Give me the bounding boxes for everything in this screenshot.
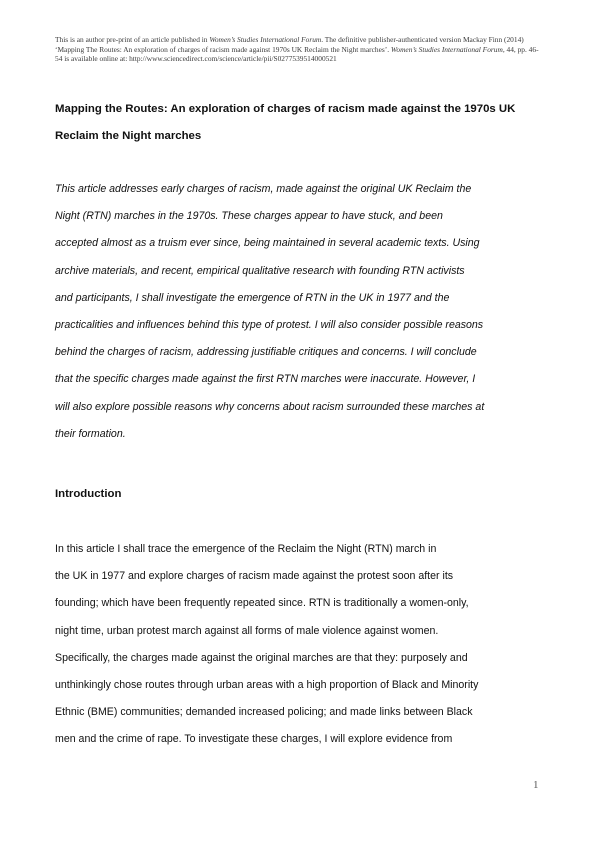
body-paragraph: In this article I shall trace the emergence of the Reclaim the Night (RTN) march in the UK in 1977 and explore charges of racism made against the protest soon after its founding; which have been frequently repeated since. RTN is traditionally a women-only, night time, urban protest march against all forms of male violence against women. Specifically, the charges made against the original marches are that they: purposely and unthinkingly chose routes through urban areas with a high proportion of Black and Minority Ethnic (BME) communities; demanded increased policing; and made links between Black men and the crime of rape. To investigate these charges, I will explore evidence from <box>55 543 479 746</box>
preprint-notice-text: . The definitive publisher-authenticated version Mackay Finn (2014) ‘Mapping The Routes: An exploration of charges of racism made against 1970s UK Reclaim the Night marches’. <box>55 35 524 54</box>
journal-name: Women’s Studies International Forum <box>390 44 503 54</box>
preprint-notice-text: , 44, pp. 46-54 is available online at: http://www.sciencedirect.com/science/article/pii/S0277539514000521 <box>55 44 539 64</box>
preprint-notice <box>55 35 545 64</box>
preprint-notice-text: This is an author pre-print of an article published in <box>55 35 210 44</box>
page-number: 1 <box>533 779 539 791</box>
journal-name: Women’s Studies International Forum <box>209 35 322 44</box>
article-title: Mapping the Routes: An exploration of charges of racism made against the 1970s UK Reclaim the Night marches <box>55 103 516 142</box>
abstract-paragraph: This article addresses early charges of racism, made against the original UK Reclaim the Night (RTN) marches in the 1970s. These charges appear to have stuck, and been accepted almost as a truism ever since, being maintained in several academic texts. Using archive materials, and recent, empirical qualitative research with founding RTN activists and participants, I shall investigate the emergence of RTN in the UK in 1977 and the practicalities and influences behind this type of protest. I will also consider possible reasons behind the charges of racism, addressing justifiable critiques and concerns. I will conclude that the specific charges made against the first RTN marches were inaccurate. However, I will also explore possible reasons why concerns about racism surrounded these marches at their formation. <box>55 183 485 440</box>
section-heading-introduction: Introduction <box>55 488 122 500</box>
